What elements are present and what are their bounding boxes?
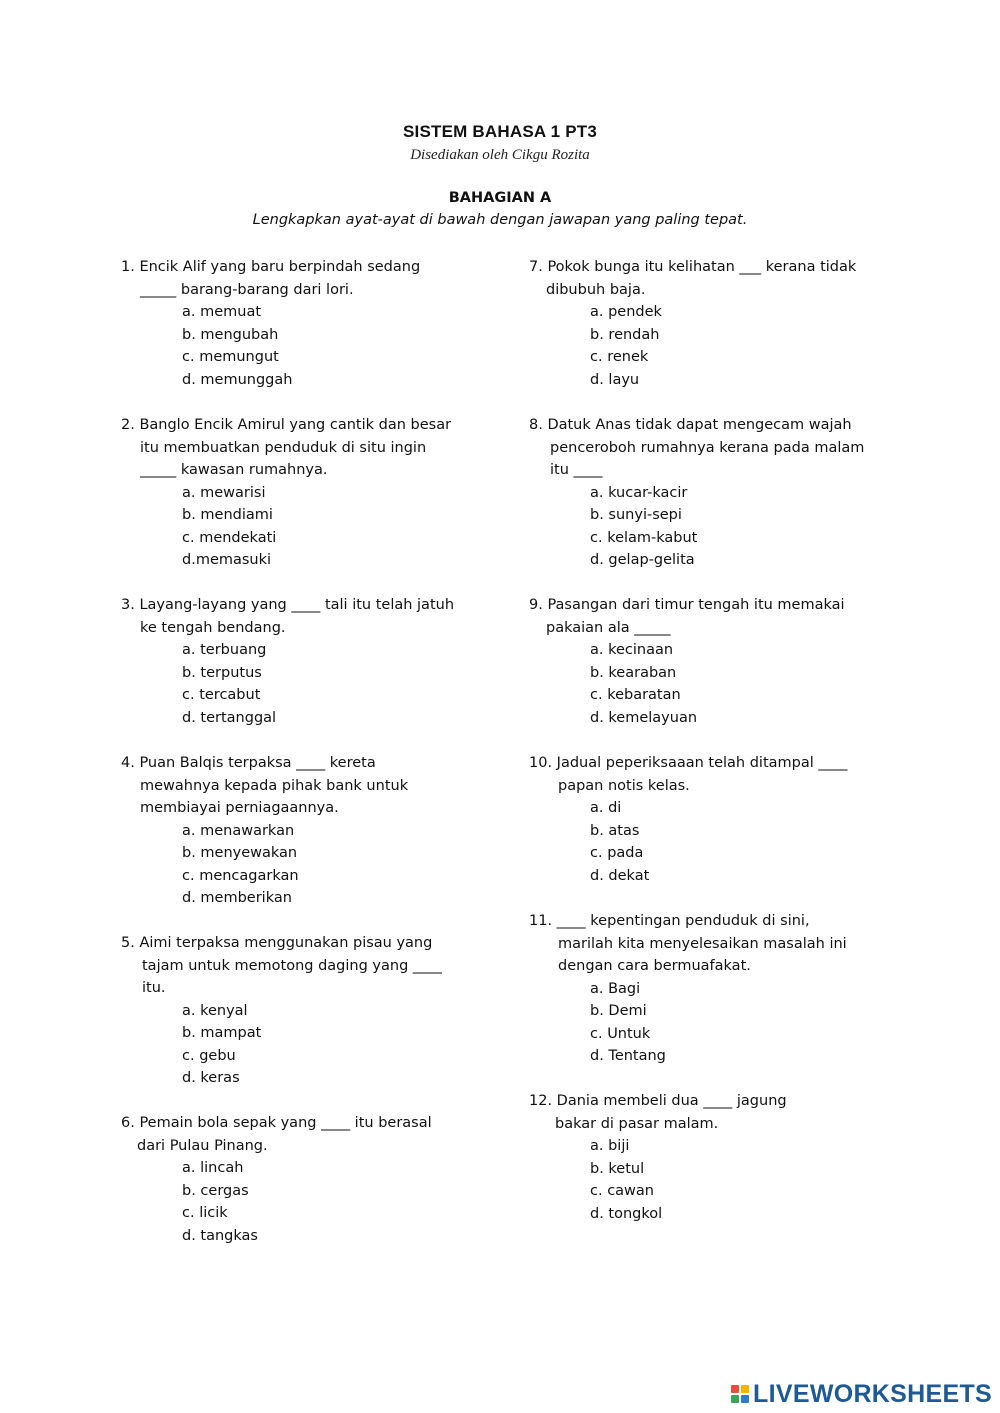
question-stem <box>121 414 481 482</box>
answer-options <box>529 301 889 391</box>
answer-options <box>529 482 889 572</box>
option-a[interactable]: a. kenyal <box>182 1002 248 1019</box>
option-c[interactable]: c. mencagarkan <box>182 867 299 884</box>
question-stem <box>529 256 889 301</box>
stem-line: bakar di pasar malam. <box>555 1115 719 1132</box>
question-12 <box>529 1090 889 1225</box>
liveworksheets-logo-icon <box>731 1385 749 1403</box>
option-b[interactable]: b. mendiami <box>182 507 273 523</box>
question-6 <box>121 1112 481 1247</box>
option-a[interactable]: a. mewarisi <box>182 484 266 501</box>
option-d[interactable]: d. keras <box>182 1070 240 1086</box>
option-d[interactable]: d. kemelayuan <box>590 709 698 726</box>
option-a[interactable]: a. biji <box>590 1138 630 1154</box>
logo-square-icon <box>741 1385 749 1393</box>
option-a[interactable]: a. memuat <box>182 304 262 320</box>
option-b[interactable]: b. Demi <box>590 1003 647 1019</box>
question-stem <box>529 1090 889 1135</box>
logo-square-icon <box>731 1395 739 1403</box>
stem-line: 6. Pemain bola sepak yang ____ itu berasal <box>121 1115 432 1131</box>
option-d[interactable]: d.memasuki <box>182 552 272 568</box>
question-stem <box>121 1112 481 1157</box>
option-b[interactable]: b. mampat <box>182 1025 262 1041</box>
stem-line: 10. Jadual peperiksaaan telah ditampal ____ <box>529 755 848 771</box>
option-a[interactable]: a. lincah <box>182 1160 244 1176</box>
option-d[interactable]: d. layu <box>590 371 640 388</box>
question-4 <box>121 752 481 910</box>
stem-line: dari Pulau Pinang. <box>137 1137 268 1154</box>
option-b[interactable]: b. ketul <box>590 1160 645 1177</box>
stem-line: penceroboh rumahnya kerana pada malam <box>550 439 865 456</box>
answer-options <box>121 820 481 910</box>
option-a[interactable]: a. kucar-kacir <box>590 484 688 501</box>
stem-line: papan notis kelas. <box>558 777 690 794</box>
question-2 <box>121 414 481 572</box>
stem-line: 7. Pokok bunga itu kelihatan ___ kerana tidak <box>529 259 857 275</box>
question-9 <box>529 594 889 729</box>
stem-line: 4. Puan Balqis terpaksa ____ kereta <box>121 755 376 771</box>
option-d[interactable]: d. Tentang <box>590 1048 666 1064</box>
answer-options <box>529 797 889 887</box>
question-stem <box>529 752 889 797</box>
option-d[interactable]: d. tangkas <box>182 1227 258 1244</box>
option-d[interactable]: d. dekat <box>590 867 650 884</box>
option-c[interactable]: c. tercabut <box>182 687 261 703</box>
liveworksheets-watermark[interactable] <box>731 1381 992 1407</box>
stem-line: 9. Pasangan dari timur tengah itu memakai <box>529 597 845 613</box>
page-title: SISTEM BAHASA 1 PT3 <box>403 122 597 141</box>
question-stem <box>121 752 481 820</box>
option-c[interactable]: c. kelam-kabut <box>590 529 698 546</box>
question-1 <box>121 256 481 391</box>
stem-line: 5. Aimi terpaksa menggunakan pisau yang <box>121 935 433 951</box>
page-subtitle: Disediakan oleh Cikgu Rozita <box>410 147 590 163</box>
stem-line: _____ kawasan rumahnya. <box>140 462 328 478</box>
stem-line: ke tengah bendang. <box>140 619 286 636</box>
option-a[interactable]: a. menawarkan <box>182 822 295 839</box>
answer-options <box>121 301 481 391</box>
logo-square-icon <box>731 1385 739 1393</box>
option-b[interactable]: b. atas <box>590 822 640 839</box>
answer-options <box>121 639 481 729</box>
question-stem <box>529 414 889 482</box>
option-c[interactable]: c. memungut <box>182 349 279 365</box>
stem-line: membiayai perniagaannya. <box>140 800 339 816</box>
stem-line: dibubuh baja. <box>546 281 646 298</box>
option-d[interactable]: d. memunggah <box>182 371 293 388</box>
question-stem <box>529 910 889 978</box>
answer-options <box>529 978 889 1068</box>
question-stem <box>529 594 889 639</box>
option-b[interactable]: b. sunyi-sepi <box>590 507 682 523</box>
answer-options <box>121 1000 481 1090</box>
question-3 <box>121 594 481 729</box>
answer-options <box>121 1157 481 1247</box>
stem-line: _____ barang-barang dari lori. <box>140 281 354 298</box>
option-c[interactable]: c. gebu <box>182 1047 236 1064</box>
question-10 <box>529 752 889 887</box>
answer-options <box>529 639 889 729</box>
logo-square-icon <box>741 1395 749 1403</box>
question-stem <box>121 932 481 1000</box>
option-b[interactable]: b. terputus <box>182 664 262 681</box>
option-c[interactable]: c. Untuk <box>590 1025 651 1042</box>
option-a[interactable]: a. Bagi <box>590 980 641 997</box>
question-stem <box>121 256 481 301</box>
stem-line: 11. ____ kepentingan penduduk di sini, <box>529 913 810 929</box>
stem-line: 12. Dania membeli dua ____ jagung <box>529 1093 787 1109</box>
option-b[interactable]: b. rendah <box>590 326 660 343</box>
option-d[interactable]: d. memberikan <box>182 890 292 906</box>
section-title: BAHAGIAN A <box>448 190 552 206</box>
question-7 <box>529 256 889 391</box>
stem-line: marilah kita menyelesaikan masalah ini <box>558 935 847 952</box>
option-d[interactable]: d. tongkol <box>590 1205 663 1222</box>
option-d[interactable]: d. tertanggal <box>182 709 277 726</box>
stem-line: itu. <box>142 980 166 996</box>
question-5 <box>121 932 481 1090</box>
stem-line: mewahnya kepada pihak bank untuk <box>140 777 409 794</box>
option-c[interactable]: c. kebaratan <box>590 687 681 703</box>
answer-options <box>529 1135 889 1225</box>
stem-line: tajam untuk memotong daging yang ____ <box>142 957 442 974</box>
watermark-text: LIVEWORKSHEETS <box>753 1379 992 1408</box>
stem-line: 3. Layang-layang yang ____ tali itu telah jatuh <box>121 597 455 613</box>
option-c[interactable]: c. cawan <box>590 1183 654 1199</box>
option-b[interactable]: b. kearaban <box>590 664 677 681</box>
answer-options <box>121 482 481 572</box>
stem-line: 2. Banglo Encik Amirul yang cantik dan besar <box>121 417 452 433</box>
option-c[interactable]: c. mendekati <box>182 529 277 546</box>
option-a[interactable]: a. pendek <box>590 304 662 320</box>
option-d[interactable]: d. gelap-gelita <box>590 552 695 568</box>
question-stem <box>121 594 481 639</box>
option-a[interactable]: a. terbuang <box>182 642 267 658</box>
question-8 <box>529 414 889 572</box>
section-instruction: Lengkapkan ayat-ayat di bawah dengan jawapan yang paling tepat. <box>252 212 748 228</box>
question-11 <box>529 910 889 1068</box>
option-b[interactable]: b. menyewakan <box>182 845 298 861</box>
stem-line: 1. Encik Alif yang baru berpindah sedang <box>121 259 421 275</box>
stem-line: pakaian ala _____ <box>546 619 671 636</box>
option-c[interactable]: c. licik <box>182 1205 228 1221</box>
option-a[interactable]: a. di <box>590 800 622 816</box>
stem-line: dengan cara bermuafakat. <box>558 958 751 974</box>
stem-line: itu membuatkan penduduk di situ ingin <box>140 439 427 456</box>
option-b[interactable]: b. cergas <box>182 1182 249 1199</box>
stem-line: 8. Datuk Anas tidak dapat mengecam wajah <box>529 417 852 433</box>
option-c[interactable]: c. pada <box>590 845 644 861</box>
option-c[interactable]: c. renek <box>590 349 649 365</box>
option-a[interactable]: a. kecinaan <box>590 642 674 658</box>
stem-line: itu ____ <box>550 462 603 478</box>
option-b[interactable]: b. mengubah <box>182 326 279 343</box>
